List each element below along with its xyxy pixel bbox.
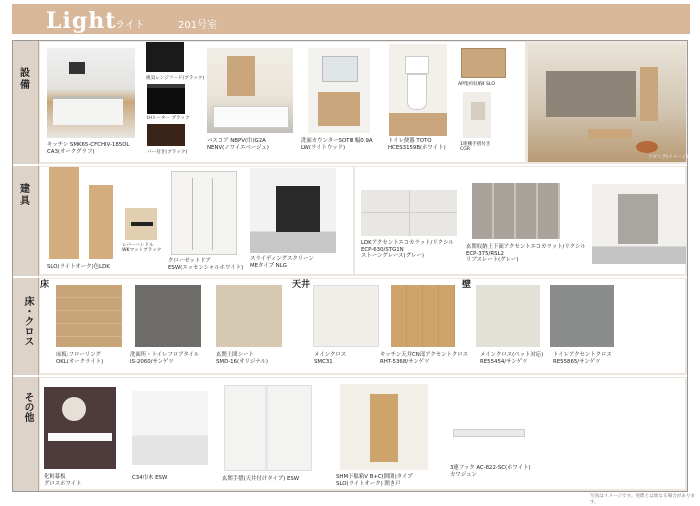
kitchen-ceiling-cloth-sample <box>391 285 455 347</box>
toilet-storage-photo <box>461 48 506 78</box>
paper-holder-caption: 1連棚手摺付き CGR <box>460 142 491 153</box>
toilet-photo <box>389 44 447 136</box>
main-wall-cloth-sample <box>476 285 540 347</box>
sliding-caption: スライディングスクリーン MEタイプ NLG <box>250 256 314 269</box>
living-room-photo <box>528 45 689 162</box>
ecocarat-ldk-sample <box>361 190 457 236</box>
section-label-floor-cloth: 床・クロス <box>22 296 33 346</box>
living-caption: リビング(イメージ) <box>648 155 689 160</box>
ih-caption: IHヒーター ブラック <box>147 116 190 121</box>
section-label-other: その他 <box>22 392 33 422</box>
flooring-sample <box>56 285 122 347</box>
ecocarat-ldk-caption: LDKアクセントエコカラット/リクシル ECP-630/STG1N ストーングレース(グレー) <box>361 240 454 259</box>
entrance-sheet-sample <box>216 285 282 347</box>
decor-panel-caption: 化粧幕板 グロスホワイト <box>44 474 82 487</box>
entrance-rail-caption: 玄関手摺(天井付けタイプ) ESW <box>222 476 300 482</box>
main-ceiling-cloth-sample <box>313 285 379 347</box>
shoebox-photo <box>340 384 428 470</box>
door-photo-2 <box>89 185 113 259</box>
entrance-rail-photo <box>224 385 312 471</box>
closet-door-photo <box>171 171 237 255</box>
wash-floor-tile-sample <box>135 285 201 347</box>
page-subtitle: ライト <box>115 20 145 31</box>
sliding-screen-photo <box>250 168 336 253</box>
ecocarat-entrance-caption: 玄関収納上下面アクセントエコカラット/リクシル ECP-375/RSL2 リブスレート(グレー) <box>466 244 586 263</box>
door-caption: SLO(ライトオーク)色LDK <box>47 264 110 270</box>
range-hood-caption: 換気レンジフード(ブラック) <box>146 76 205 81</box>
section-tab <box>13 41 39 164</box>
shoebox-caption: SHM下駄箱Ⅴ B+C(開閉)タイプ SLO(ライトオーク) 開き戸 <box>336 474 413 487</box>
baseboard-photo <box>132 391 208 465</box>
flooring-caption: 床板:フローリング OKL(オークライト) <box>56 352 104 365</box>
door-photo-1 <box>49 167 79 259</box>
room-number: 201号室 <box>178 20 218 31</box>
main-wall-caption: メインクロス(ペット対応) RE55454/サンゲツ <box>480 352 544 365</box>
washbasin-caption: 洗面カウンターSOTⅢ 幅0.9A LW(ライトウッド) <box>301 138 373 151</box>
section-label-equipment: 設備 <box>20 68 30 91</box>
entrance-photo <box>592 184 686 264</box>
toilet-wall-caption: トイレアクセントクロス RE55865/サンゲツ <box>553 352 612 365</box>
bath-photo <box>207 48 293 133</box>
triple-hook-photo <box>453 429 525 437</box>
group-label-ceiling: 天井 <box>292 280 311 290</box>
kitchen-photo <box>47 48 135 138</box>
ecocarat-entrance-sample <box>472 183 560 239</box>
lever-handle-photo <box>125 208 157 240</box>
footnote: 写真はイメージです。実際とは異なる場合があります。 <box>590 494 696 505</box>
page-title: Light <box>46 8 117 34</box>
toilet-caption: トイレ便器 TOTO HCES3159B(ホワイト) <box>388 138 446 151</box>
washbasin-photo <box>308 48 370 133</box>
ih-cooktop-photo <box>147 84 185 114</box>
kitchen-ceiling-caption: キッチン天井CN部アクセントクロス RHT-5368/サンゲツ <box>380 352 469 365</box>
kitchen-caption: キッチン SMK65-CFCHIV-185OL CA3(オークグラフ) <box>47 142 130 155</box>
paper-holder-photo <box>463 92 491 138</box>
decor-panel-photo <box>44 387 116 469</box>
hook-caption: 3連フック AC-822-SC(ホワイト) カワジュン <box>450 465 531 478</box>
section-label-fittings: 建具 <box>20 184 30 207</box>
wash-tile-caption: 洗面所・トイレフロアタイル IS-2060/サンゲツ <box>130 352 200 365</box>
toilet-wall-cloth-sample <box>550 285 614 347</box>
bath-caption: バスコア NBPV(巾)G2A NENV(ノワイエベージュ) <box>207 138 269 151</box>
closet-caption: クローゼットドア ESW(エッセンシャルホワイト) <box>168 258 244 271</box>
range-hood-photo <box>146 42 184 72</box>
section-tab <box>13 166 39 276</box>
group-label-wall: 壁 <box>462 280 472 290</box>
baseboard-caption: C34巾木 ESW <box>132 475 168 481</box>
cupboard-photo <box>147 124 185 146</box>
entrance-sheet-caption: 玄関土間シート SMD-16(オリジナル) <box>216 352 268 365</box>
group-label-floor: 床 <box>40 280 50 290</box>
main-ceiling-caption: メインクロス SMC31 <box>314 352 347 365</box>
handle-caption: レバーハンドル WKマットブラック <box>122 243 162 254</box>
toilet-storage-caption: AP集約収納Ⅱ SLO <box>458 82 495 87</box>
cupboard-caption: バー付き(ブラック) <box>147 150 188 155</box>
